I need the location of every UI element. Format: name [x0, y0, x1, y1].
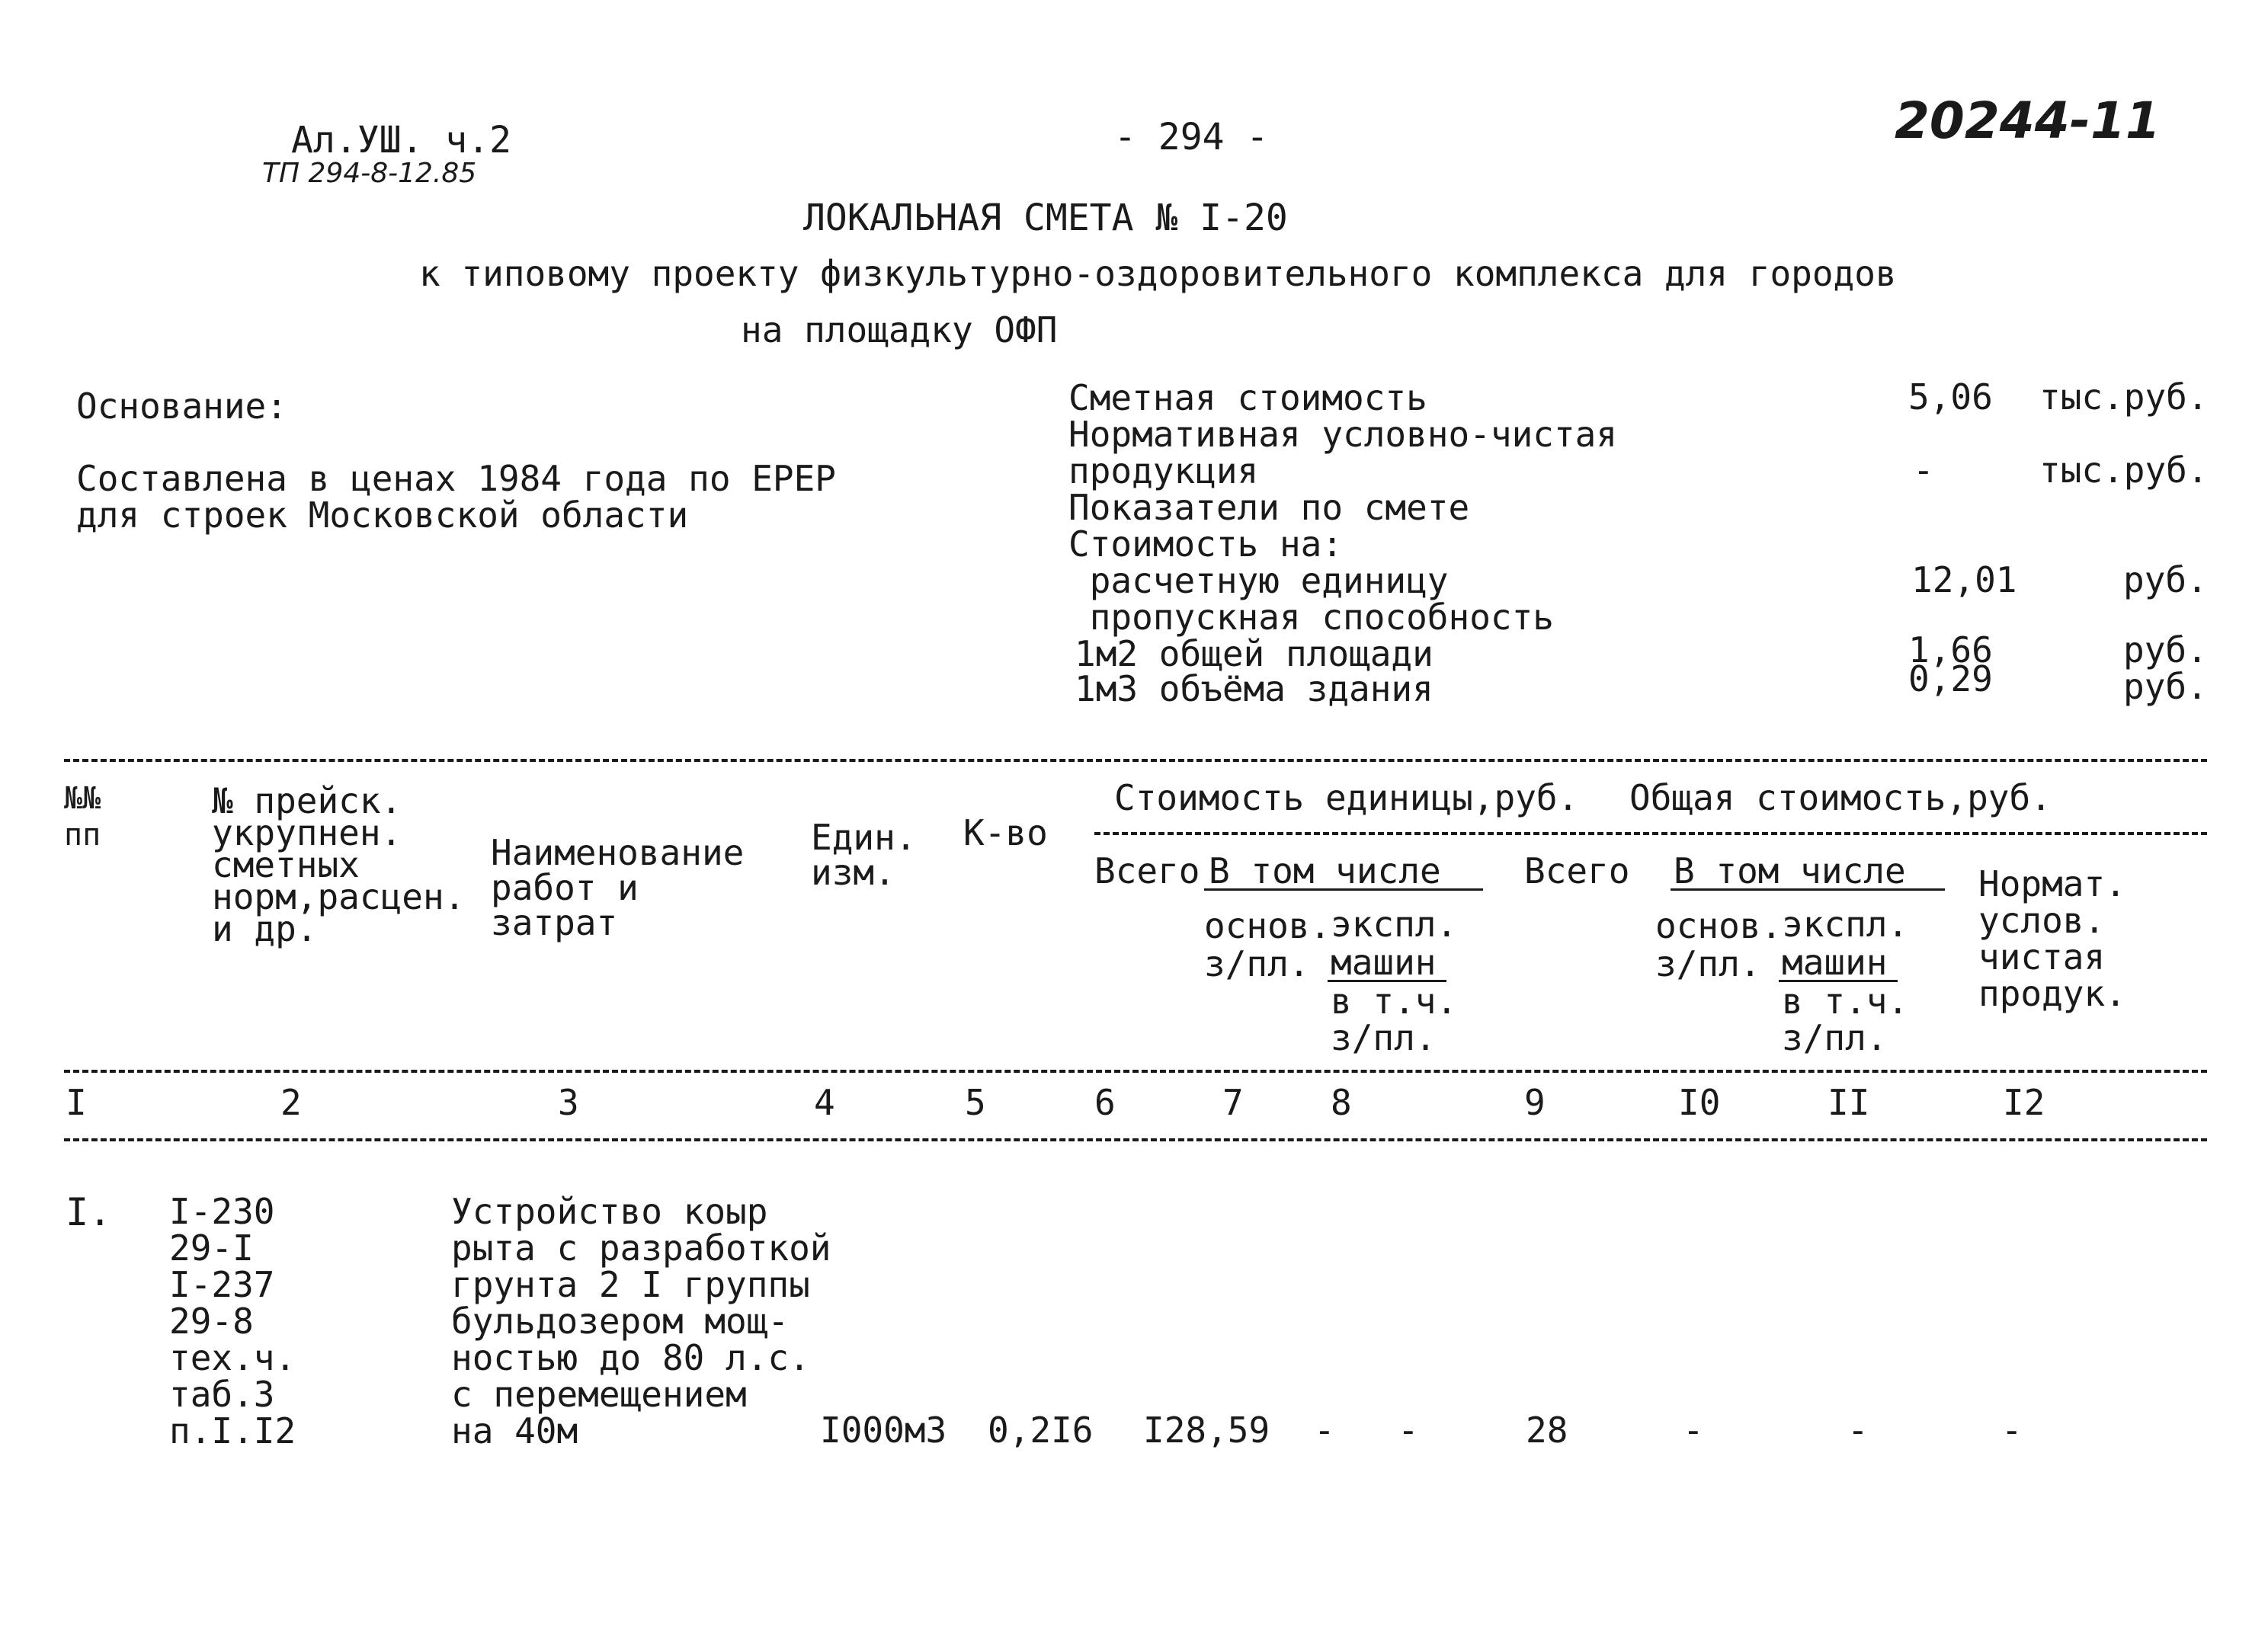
summary-unit-estimated-cost: тыс.руб.	[2039, 376, 2209, 418]
estimate-subtitle-line1: к типовому проекту физкультурно-оздоровительного комплекса для городов	[419, 253, 1897, 294]
header-unit-mach-b: машин	[1331, 942, 1437, 983]
basis-text: Составлена в ценах 1984 года по ЕРЕР для строек Московской области	[76, 458, 836, 536]
header-group-rule	[1094, 832, 2207, 835]
header-total-incl: В том числе	[1674, 850, 1906, 891]
summary-value-per-m3: 0,29	[1908, 658, 1993, 699]
colnum-1: I	[66, 1082, 87, 1123]
colnum-bottom-rule	[64, 1138, 2207, 1141]
colnum-3: 3	[558, 1082, 579, 1123]
summary-unit-net-product: тыс.руб.	[2039, 450, 2209, 491]
summary-value-net-product: -	[1913, 450, 1934, 491]
summary-value-estimated-cost: 5,06	[1908, 376, 1993, 418]
summary-label-per-unit: Показатели по смете Стоимость на: расчетную единицу пропускная способность	[1068, 487, 1554, 638]
row-unit-wage: -	[1314, 1410, 1335, 1451]
header-unit-mach-a: экспл.	[1331, 904, 1458, 945]
header-unit-wage: основ. з/пл.	[1204, 905, 1331, 984]
row-qty: 0,2I6	[988, 1410, 1094, 1451]
row-total-mach: -	[1847, 1410, 1869, 1451]
summary-unit-per-m2: руб.	[2123, 629, 2208, 670]
header-unit-total: Всего	[1094, 850, 1200, 891]
summary-value-per-m2: 1,66	[1908, 629, 1993, 670]
basis-label: Основание:	[76, 386, 287, 427]
header-total-wage: основ. з/пл.	[1655, 905, 1783, 984]
header-total-incl-underline	[1671, 888, 1945, 891]
header-unit-incl: В том числе	[1209, 850, 1441, 891]
summary-label-per-m3: 1м3 объёма здания	[1075, 668, 1434, 709]
header-bottom-rule	[64, 1070, 2207, 1073]
row-total: 28	[1526, 1410, 1568, 1451]
handwritten-code: 20244-11	[1895, 91, 2161, 150]
page-number: - 294 -	[1114, 116, 1269, 158]
row-norm: -	[2001, 1410, 2023, 1451]
summary-label-per-m2: 1м2 общей площади	[1075, 633, 1434, 674]
colnum-8: 8	[1331, 1082, 1352, 1123]
row-total-wage: -	[1683, 1410, 1704, 1451]
header-unit-mach-c: в т.ч. з/пл.	[1331, 981, 1458, 1058]
header-total-cost-group: Общая стоимость,руб.	[1629, 777, 2052, 818]
colnum-11: II	[1828, 1082, 1870, 1123]
header-qty: К-во	[963, 812, 1048, 853]
colnum-10: I0	[1678, 1082, 1721, 1123]
summary-label-estimated-cost: Сметная стоимость	[1068, 377, 1427, 418]
summary-unit-per-unit: руб.	[2123, 559, 2208, 600]
header-unit: Един. изм.	[811, 817, 917, 893]
header-total-mach-a: экспл.	[1782, 904, 1909, 945]
header-total-total: Всего	[1524, 850, 1630, 891]
row-unit: I000м3	[820, 1410, 947, 1451]
estimate-title: ЛОКАЛЬНАЯ СМЕТА № I-20	[803, 197, 1288, 239]
summary-value-per-unit: 12,01	[1911, 559, 2017, 600]
row-num: I.	[66, 1190, 112, 1234]
row-unit-total: I28,59	[1143, 1410, 1270, 1451]
summary-unit-per-m3: руб.	[2123, 666, 2208, 707]
header-total-mach-c: в т.ч. з/пл.	[1782, 981, 1909, 1058]
colnum-2: 2	[280, 1082, 302, 1123]
header-num: №№ пп	[64, 781, 101, 853]
header-unit-cost-group: Стоимость единицы,руб.	[1114, 777, 1579, 818]
row-name: Устройство коыр рыта с разработкой грунта 2 I группы бульдозером мощ- ностью до 80 л.с. с перемещением на 40м	[451, 1191, 831, 1451]
colnum-7: 7	[1222, 1082, 1244, 1123]
album-ref: Ал.УШ. ч.2	[291, 119, 511, 162]
header-code: № прейск. укрупнен. сметных норм,расцен. и др.	[212, 780, 466, 949]
colnum-6: 6	[1094, 1082, 1116, 1123]
row-unit-mach: -	[1398, 1410, 1419, 1451]
header-unit-incl-underline	[1204, 888, 1483, 891]
colnum-5: 5	[965, 1082, 986, 1123]
summary-label-net-product: Нормативная условно-чистая продукция	[1068, 414, 1618, 491]
colnum-12: I2	[2003, 1082, 2045, 1123]
header-name: Наименование работ и затрат	[491, 832, 745, 943]
project-ref: ТП 294-8-12.85	[262, 158, 477, 189]
colnum-9: 9	[1524, 1082, 1546, 1123]
header-norm: Нормат. услов. чистая продук.	[1978, 863, 2126, 1014]
row-code: I-230 29-I I-237 29-8 тех.ч. таб.3 п.I.I2	[169, 1191, 296, 1451]
header-total-mach-b: машин	[1782, 942, 1888, 983]
estimate-subtitle-line2: на площадку ОФП	[741, 309, 1058, 350]
colnum-4: 4	[814, 1082, 835, 1123]
table-top-rule	[64, 759, 2207, 762]
